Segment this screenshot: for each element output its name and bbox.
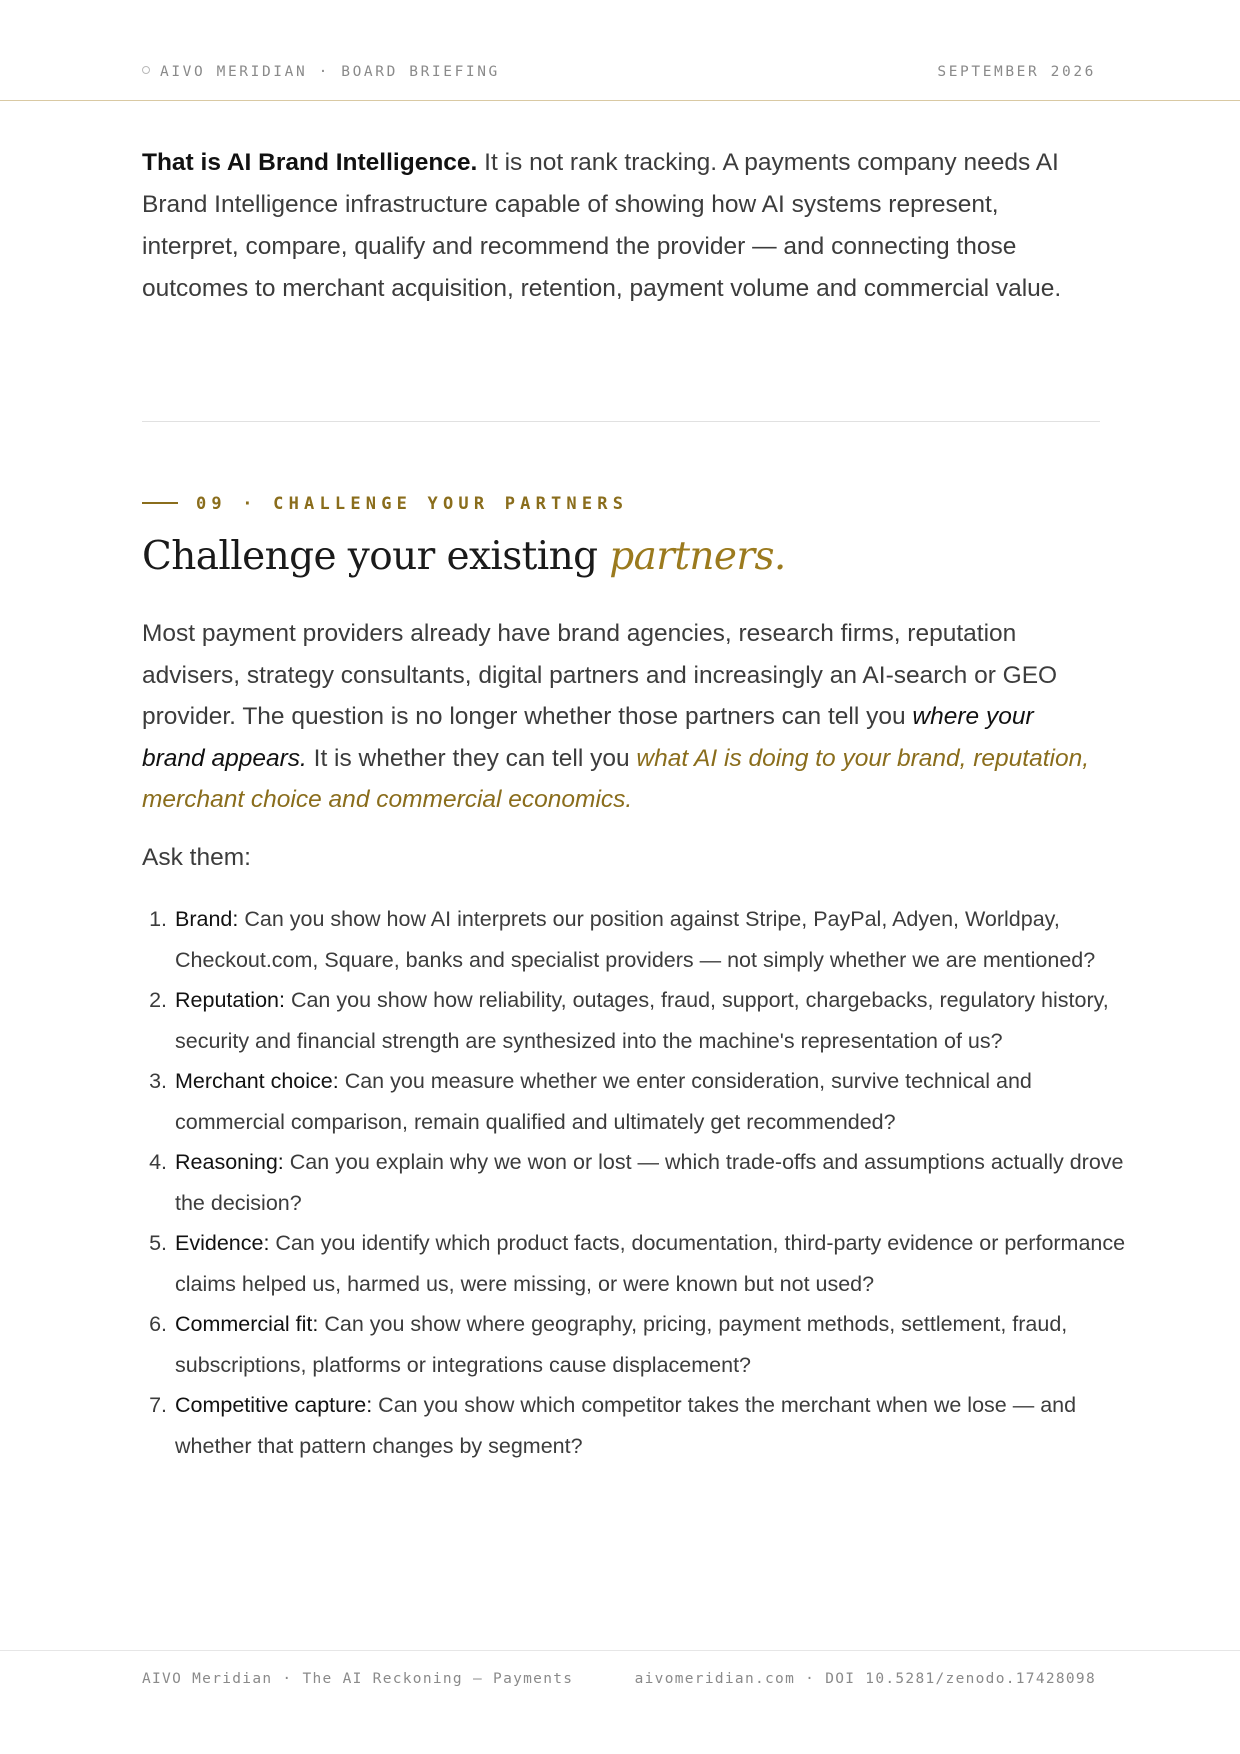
list-item xyxy=(173,1142,1131,1223)
title-accent: partners. xyxy=(609,534,786,579)
list-item-text: Can you measure whether we enter consideration, survive technical and commercial comparison, remain qualified and ultimately get recommended? xyxy=(175,1069,1032,1134)
list-item xyxy=(173,1061,1131,1142)
para-emphasis-2: what AI is doing to your brand, reputation, merchant choice and commercial economics. xyxy=(142,744,1090,813)
list-item-text: Can you identify which product facts, documentation, third-party evidence or performance claims helped us, harmed us, were missing, or were known but not used? xyxy=(175,1231,1126,1296)
list-item xyxy=(173,980,1131,1061)
header-date: SEPTEMBER 2026 xyxy=(937,64,1096,80)
list-item-text: Can you show where geography, pricing, payment methods, settlement, fraud, subscriptions, platforms or integrations cause displacement? xyxy=(175,1312,1068,1377)
section-divider xyxy=(142,421,1100,422)
title-plain: Challenge your existing xyxy=(142,534,610,579)
list-item xyxy=(173,899,1131,980)
question-list xyxy=(142,899,1131,1466)
list-item-label: Reputation: xyxy=(175,988,285,1012)
section-paragraph xyxy=(142,613,1100,821)
eyebrow-text: 09 · CHALLENGE YOUR PARTNERS xyxy=(196,494,629,514)
section-eyebrow xyxy=(142,494,628,514)
list-item-label: Reasoning: xyxy=(175,1150,284,1174)
list-item-text: Can you show how AI interprets our position against Stripe, PayPal, Adyen, Worldpay, Checkout.com, Square, banks and specialist providers — not simply whether we are mentioned? xyxy=(175,907,1096,972)
header-left xyxy=(142,64,500,80)
list-item-text: Can you show how reliability, outages, fraud, support, chargebacks, regulatory history, security and financial strength are synthesized into the machine's representation of us? xyxy=(175,988,1109,1053)
footer-right: aivomeridian.com · DOI 10.5281/zenodo.17428098 xyxy=(634,1671,1096,1687)
lead-text: It is not rank tracking. A payments company needs AI Brand Intelligence infrastructure capable of showing how AI systems represent, interpret, compare, qualify and recommend the provider — and connecting those outcomes to merchant acquisition, retention, payment volume and commercial value. xyxy=(142,149,1062,302)
list-item-label: Evidence: xyxy=(175,1231,270,1255)
list-item-text: Can you explain why we won or lost — which trade-offs and assumptions actually drove the decision? xyxy=(175,1150,1124,1215)
page-header xyxy=(0,0,1240,101)
list-item xyxy=(173,1304,1131,1385)
header-brand: AIVO MERIDIAN · BOARD BRIEFING xyxy=(160,64,500,80)
para-text-2: It is whether they can tell you xyxy=(306,744,637,772)
footer-left: AIVO Meridian · The AI Reckoning — Payments xyxy=(142,1671,574,1687)
list-item-label: Brand: xyxy=(175,907,239,931)
list-item-label: Competitive capture: xyxy=(175,1393,373,1417)
list-item xyxy=(173,1385,1131,1466)
list-item-label: Commercial fit: xyxy=(175,1312,319,1336)
eyebrow-rule xyxy=(142,502,178,504)
para-emphasis-1: where your brand appears. xyxy=(142,703,1034,772)
para-text-1: Most payment providers already have brand agencies, research firms, reputation advisers, strategy consultants, digital partners and increasingly an AI-search or GEO provider. The question is no longer whether those partners can tell you xyxy=(142,620,1058,730)
section-title xyxy=(142,534,786,579)
list-item-label: Merchant choice: xyxy=(175,1069,339,1093)
lead-paragraph xyxy=(142,142,1100,310)
list-item xyxy=(173,1223,1131,1304)
circle-icon xyxy=(142,66,150,74)
list-item-text: Can you show which competitor takes the merchant when we lose — and whether that pattern changes by segment? xyxy=(175,1393,1077,1458)
ask-prompt: Ask them: xyxy=(142,844,251,871)
lead-bold: That is AI Brand Intelligence. xyxy=(142,149,478,176)
page-footer-rule xyxy=(0,1650,1240,1651)
